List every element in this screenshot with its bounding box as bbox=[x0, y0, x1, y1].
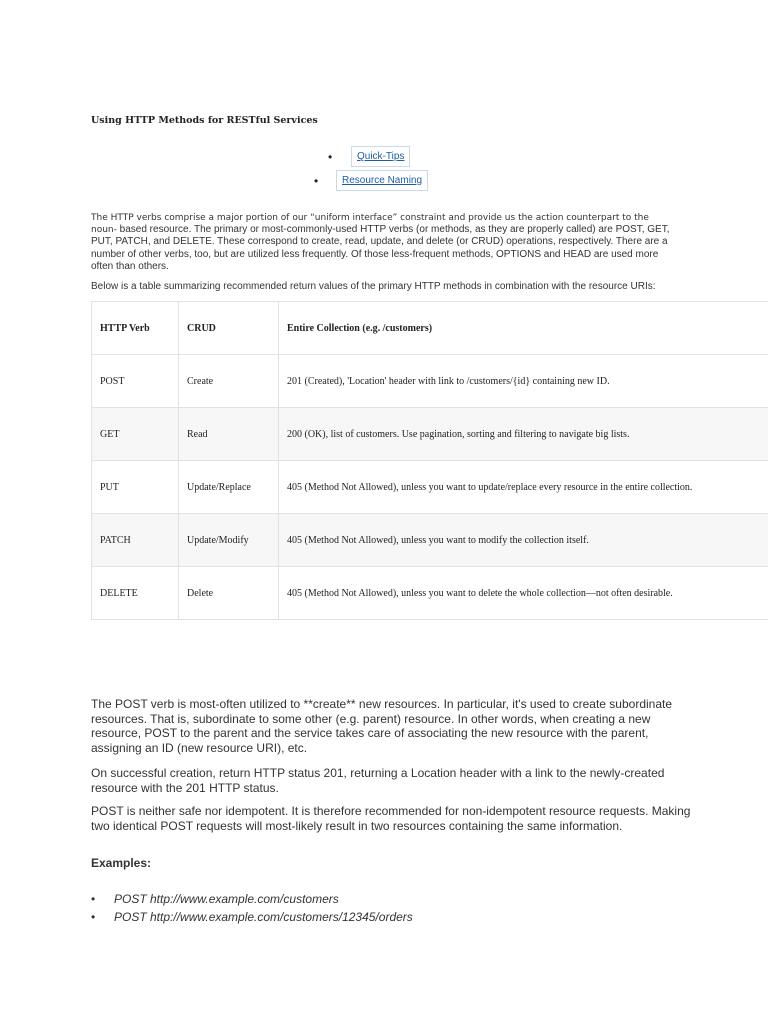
bullet: • bbox=[91, 892, 96, 906]
post-paragraph-1: The POST verb is most-often utilized to **create** new resources. In particular, it's used to create subordinate resources. That is, subordinate to some other (e.g. parent) resource. In other words, when creating a new resource, POST to the parent and the service takes care of associating the new resource with the parent, assigning an ID (new resource URI), etc. bbox=[91, 697, 673, 755]
intro-rest-text: based resource. The primary or most-commonly-used HTTP verbs (or methods, as they are properly called) are POST, GET, PUT, PATCH, and DELETE. These correspond to create, read, update, and delete (or CRUD) operations, respectively. There are a number of other verbs, too, but are utilized less frequently. Of those less-frequent methods, OPTIONS and HEAD are used more often than others. bbox=[91, 224, 670, 272]
example-text: POST http://www.example.com/customers bbox=[114, 892, 339, 906]
bullet: • bbox=[314, 174, 319, 188]
table-row bbox=[92, 461, 768, 514]
cell-crud: Update/Modify bbox=[179, 514, 279, 567]
table-row bbox=[92, 567, 768, 620]
cell-collection: 201 (Created), 'Location' header with link to /customers/{id} containing new ID. bbox=[279, 355, 768, 408]
intro-paragraph bbox=[91, 212, 671, 273]
cell-verb: PUT bbox=[92, 461, 179, 514]
header-crud: CRUD bbox=[179, 302, 279, 355]
http-methods-table-container bbox=[91, 301, 768, 626]
toc-link-resource-naming[interactable]: Resource Naming bbox=[336, 170, 428, 191]
bullet: • bbox=[328, 150, 333, 164]
cell-collection: 405 (Method Not Allowed), unless you want to update/replace every resource in the entire collection. bbox=[279, 461, 768, 514]
table-header-row bbox=[92, 302, 768, 355]
post-paragraph-2: On successful creation, return HTTP status 201, returning a Location header with a link to the newly-created resource with the 201 HTTP status. bbox=[91, 766, 665, 795]
table-row bbox=[92, 514, 768, 567]
cell-verb: GET bbox=[92, 408, 179, 461]
table-intro: Below is a table summarizing recommended return values of the primary HTTP methods in combination with the resource URIs: bbox=[91, 281, 656, 292]
cell-crud: Create bbox=[179, 355, 279, 408]
header-http-verb: HTTP Verb bbox=[92, 302, 179, 355]
header-entire-collection: Entire Collection (e.g. /customers) bbox=[279, 302, 768, 355]
cell-crud: Delete bbox=[179, 567, 279, 620]
cell-collection: 405 (Method Not Allowed), unless you want to delete the whole collection—not often desirable. bbox=[279, 567, 768, 620]
cell-collection: 200 (OK), list of customers. Use pagination, sorting and filtering to navigate big lists. bbox=[279, 408, 768, 461]
table-row bbox=[92, 408, 768, 461]
toc-link-quick-tips[interactable]: Quick-Tips bbox=[351, 146, 410, 167]
cell-crud: Read bbox=[179, 408, 279, 461]
bullet: • bbox=[91, 910, 96, 924]
cell-verb: PATCH bbox=[92, 514, 179, 567]
intro-lead-text: The HTTP verbs comprise a major portion of our “uniform interface” constraint and provide us the action counterpart to the noun- bbox=[91, 213, 649, 236]
table-row bbox=[92, 355, 768, 408]
examples-heading: Examples: bbox=[91, 856, 152, 870]
cell-verb: DELETE bbox=[92, 567, 179, 620]
document-title: Using HTTP Methods for RESTful Services bbox=[91, 115, 318, 126]
example-text: POST http://www.example.com/customers/12345/orders bbox=[114, 910, 413, 924]
http-methods-table bbox=[91, 301, 768, 620]
cell-collection: 405 (Method Not Allowed), unless you want to modify the collection itself. bbox=[279, 514, 768, 567]
cell-verb: POST bbox=[92, 355, 179, 408]
cell-crud: Update/Replace bbox=[179, 461, 279, 514]
post-paragraph-3: POST is neither safe nor idempotent. It is therefore recommended for non-idempotent resource requests. Making two identical POST requests will most-likely result in two resources containing the same information. bbox=[91, 804, 691, 833]
